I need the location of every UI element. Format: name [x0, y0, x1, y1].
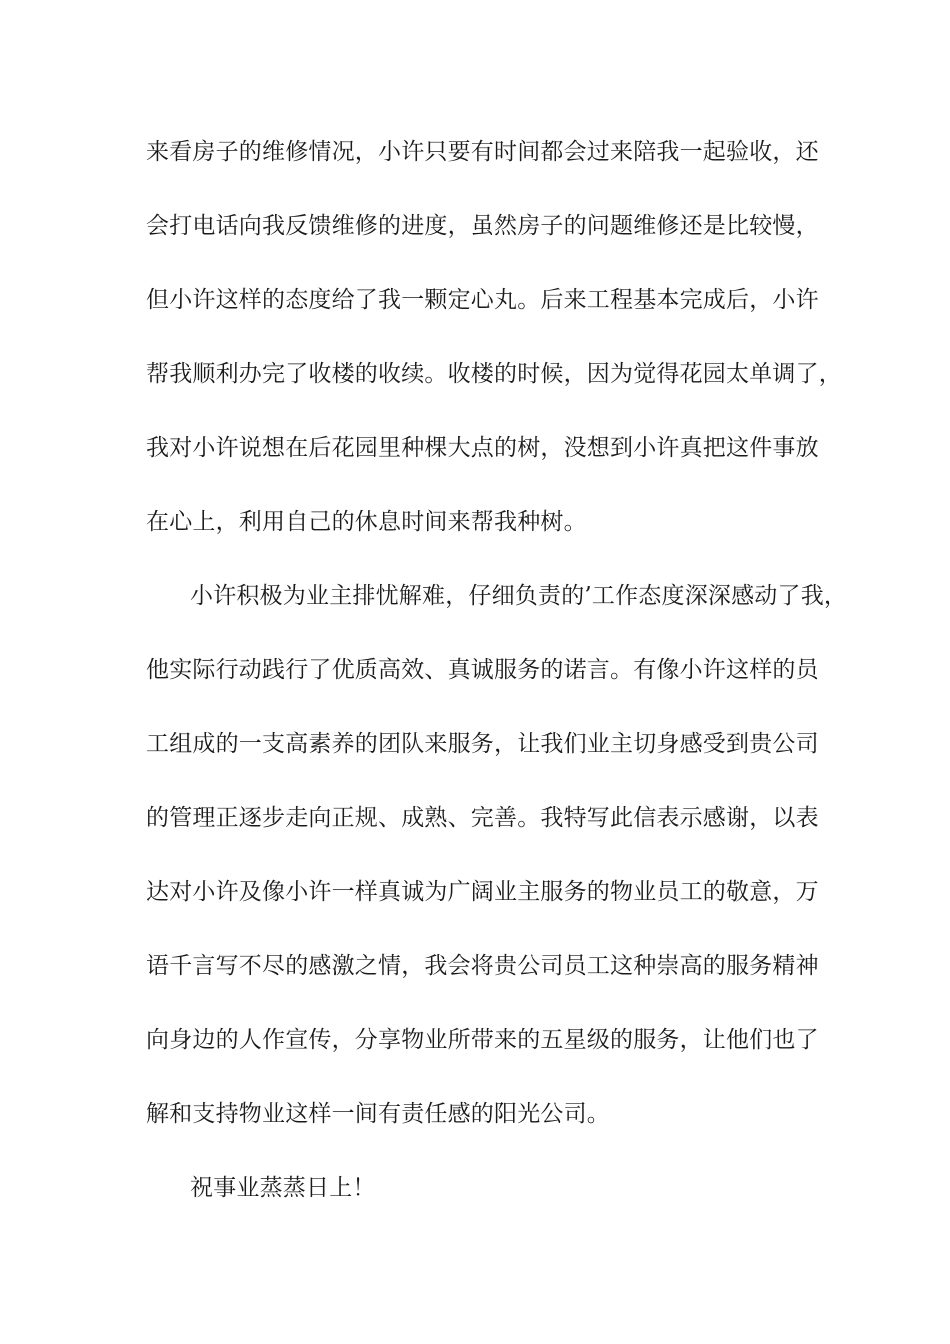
body-line: 帮我顺利办完了收楼的收续。收楼的时候，因为觉得花园太单调了，: [146, 361, 842, 387]
body-line: 在心上，利用自己的休息时间来帮我种树。: [146, 509, 587, 535]
body-line: 但小许这样的态度给了我一颗定心丸。后来工程基本完成后，小许: [146, 287, 819, 313]
body-line: 来看房子的维修情况，小许只要有时间都会过来陪我一起验收，还: [146, 139, 819, 165]
body-line: 工组成的一支高素养的团队来服务，让我们业主切身感受到贵公司: [146, 731, 819, 757]
body-line: 语千言写不尽的感激之情，我会将贵公司员工这种崇高的服务精神: [146, 953, 819, 979]
body-line: 解和支持物业这样一间有责任感的阳光公司。: [146, 1101, 610, 1127]
body-line: 我对小许说想在后花园里种棵大点的树，没想到小许真把这件事放: [146, 435, 819, 461]
paragraph-start-line: 小许积极为业主排忧解难，仔细负责的’工作态度深深感动了我，: [190, 583, 848, 609]
body-line: 他实际行动践行了优质高效、真诚服务的诺言。有像小许这样的员: [146, 657, 819, 683]
closing-wish: 祝事业蒸蒸日上！: [190, 1175, 376, 1201]
body-line: 达对小许及像小许一样真诚为广阔业主服务的物业员工的敬意，万: [146, 879, 819, 905]
body-line: 的管理正逐步走向正规、成熟、完善。我特写此信表示感谢，以表: [146, 805, 819, 831]
body-line: 会打电话向我反馈维修的进度，虽然房子的问题维修还是比较慢，: [146, 213, 819, 239]
body-line: 向身边的人作宣传，分享物业所带来的五星级的服务，让他们也了: [146, 1027, 819, 1053]
